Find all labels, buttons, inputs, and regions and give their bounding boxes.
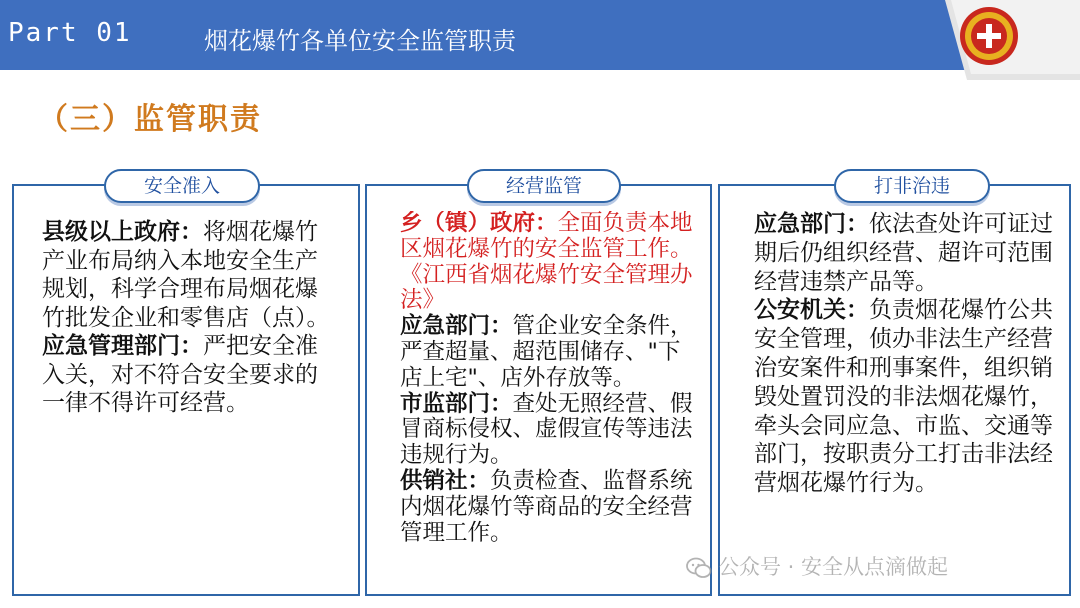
watermark-text: 公众号 · 安全从点滴做起 xyxy=(718,555,949,579)
responsibility-lead: 县级以上政府： xyxy=(42,219,203,245)
section-subtitle: （三）监管职责 xyxy=(38,102,262,137)
paragraph-highlight xyxy=(400,211,696,314)
panel-text-safety-access xyxy=(42,218,334,418)
safety-emblem-icon xyxy=(945,0,1080,80)
wechat-icon xyxy=(686,557,712,579)
panel-label-business-supervision: 经营监管 xyxy=(467,169,621,203)
slide-header xyxy=(0,0,1080,70)
paragraph xyxy=(754,210,1060,296)
responsibility-lead: 供销社： xyxy=(400,467,491,494)
responsibility-text: 全面负责本地区烟花爆竹的安全监管工作。《江西省烟花爆竹安全管理办法》 xyxy=(400,211,693,314)
responsibility-text: 负责检查、监督系统内烟花爆竹等商品的安全经营管理工作。 xyxy=(400,467,693,546)
responsibility-lead: 市监部门： xyxy=(400,390,513,417)
responsibility-text: 将烟花爆竹产业布局纳入本地安全生产规划，科学合理布局烟花爆竹批发企业和零售店（点）。 xyxy=(42,219,330,331)
paragraph xyxy=(754,296,1060,498)
paragraph xyxy=(42,218,334,332)
panel-text-business-supervision xyxy=(400,211,696,546)
responsibility-lead: 公安机关： xyxy=(754,297,869,324)
responsibility-text: 依法查处许可证过期后仍组织经营、超许可范围经营违禁产品等。 xyxy=(754,211,1053,295)
responsibility-lead: 应急部门： xyxy=(754,211,869,237)
paragraph xyxy=(400,314,696,391)
paragraph xyxy=(400,392,696,469)
responsibility-lead: 应急管理部门： xyxy=(42,333,203,359)
panel-label-safety-access: 安全准入 xyxy=(104,169,260,203)
slide-title: 烟花爆竹各单位安全监管职责 xyxy=(204,27,516,55)
responsibility-lead: 应急部门： xyxy=(400,313,513,340)
responsibility-lead: 乡（镇）政府： xyxy=(400,211,558,236)
part-label: Part 01 xyxy=(8,18,132,48)
panel-label-crackdown: 打非治违 xyxy=(834,169,990,203)
responsibility-text: 负责烟花爆竹公共安全管理，侦办非法生产经营治安案件和刑事案件，组织销毁处置罚没的非法烟花爆竹，牵头会同应急、市监、交通等部门，按职责分工打击非法经营烟花爆竹行为。 xyxy=(754,297,1053,497)
responsibility-text: 查处无照经营、假冒商标侵权、虚假宣传等违法违规行为。 xyxy=(400,390,693,469)
watermark xyxy=(686,551,948,581)
paragraph xyxy=(42,332,334,418)
responsibility-text: 严把安全准入关，对不符合安全要求的一律不得许可经营。 xyxy=(42,333,318,416)
responsibility-text: 管企业安全条件，严查超量、超范围储存、"下店上宅"、店外存放等。 xyxy=(400,313,693,391)
paragraph xyxy=(400,469,696,546)
panel-text-crackdown xyxy=(754,210,1060,498)
